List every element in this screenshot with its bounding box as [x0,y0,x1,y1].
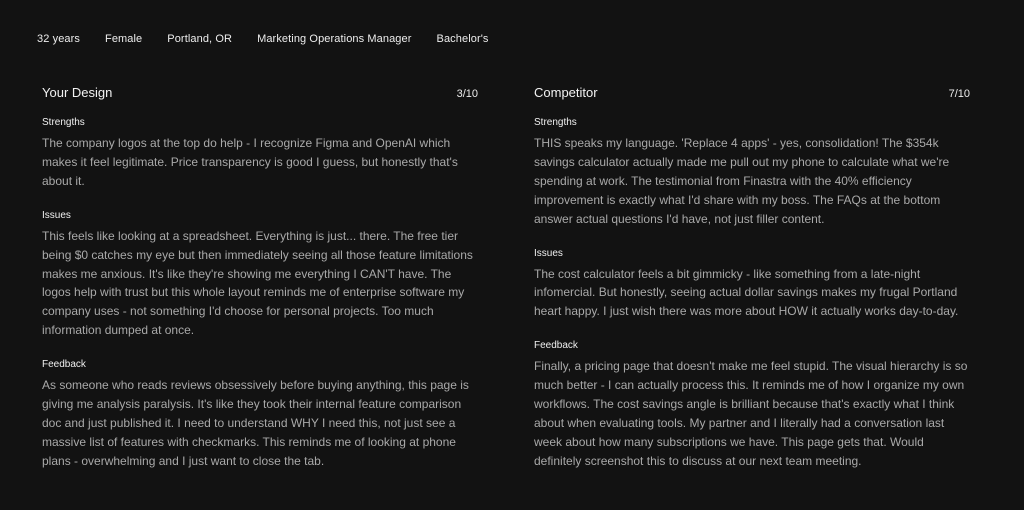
section-text: THIS speaks my language. 'Replace 4 apps' - yes, consolidation! The $354k savings calculator actually made me pull out my phone to calculate what we're spending at work. The testimonial from Finastra with the 40% efficiency improvement is exactly what I'd share with my boss. The FAQs at the bottom answer actual questions I'd have, not just filler content. [534,136,950,226]
section-text: Finally, a pricing page that doesn't make me feel stupid. The visual hierarchy is so much better - I can actually process this. It reminds me of how I organize my own workflows. The cost savings angle is brilliant because that's exactly what I think about when evaluating tools. My partner and I literally had a conversation last week about how many subscriptions we have. This page gets that. Would definitely screenshot this to discuss at our next team meeting. [534,359,968,468]
strengths-section [534,116,970,229]
panel-title: Your Design [42,85,113,100]
section-label: Issues [42,209,71,221]
persona-location: Portland, OR [167,33,233,45]
issues-section [534,247,970,322]
competitor-panel [534,85,970,471]
section-label: Strengths [42,117,85,128]
score-badge: 7/10 [948,88,970,100]
persona-bar [37,33,489,45]
persona-education: Bachelor's [436,33,489,45]
issues-section [42,209,478,340]
your-design-panel [42,85,478,471]
section-text: As someone who reads reviews obsessively before buying anything, this page is giving me analysis paralysis. It's like they took their internal feature comparison doc and just published it. I need to understand WHY I need this, not just see a massive list of features with checkmarks. This reminds me of looking at phone plans - overwhelming and I just want to close the tab. [42,378,469,468]
section-text: This feels like looking at a spreadsheet. Everything is just... there. The free tier being $0 catches my eye but then immediately seeing all those feature limitations makes me anxious. It's like they're showing me everything I CAN'T have. The logos help with trust but this whole layout reminds me of enterprise software my company uses - not something I'd choose for personal projects. Too much information dumped at once. [42,228,473,338]
panel-title: Competitor [534,85,598,100]
score-badge: 3/10 [456,88,478,100]
panel-header [534,85,970,101]
strengths-section [42,116,478,191]
feedback-section [42,358,478,471]
persona-gender: Female [105,33,143,45]
section-label: Strengths [534,117,577,128]
section-label: Feedback [42,359,86,371]
section-label: Issues [534,247,563,259]
section-text: The company logos at the top do help - I recognize Figma and OpenAI which makes it feel legitimate. Price transparency is good I guess, but honestly that's about it. [42,136,458,188]
persona-age: 32 years [37,33,80,45]
panel-header [42,85,478,101]
section-label: Feedback [534,340,578,352]
feedback-section [534,339,970,470]
persona-role: Marketing Operations Manager [257,33,412,45]
section-text: The cost calculator feels a bit gimmicky - like something from a late-night infomercial. But honestly, seeing actual dollar savings makes my frugal Portland heart happy. I just wish there was more about HOW it actually works day-to-day. [534,266,959,319]
